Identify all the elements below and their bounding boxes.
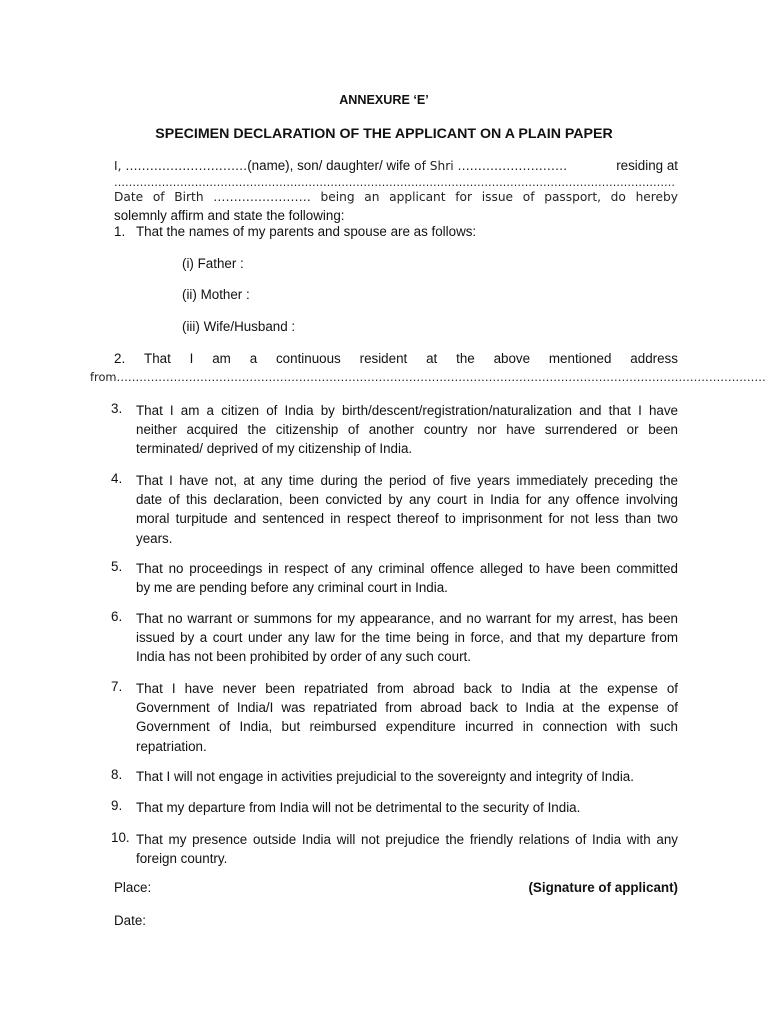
text-line: That I am a citizen of India by birth/descent/registration/naturalization and that I have [136, 403, 678, 418]
item-7-text [136, 679, 678, 756]
mother-field: (ii) Mother : [182, 287, 250, 302]
item-10-text [136, 830, 678, 868]
text-line: That my departure from India will not be detrimental to the security of India. [136, 800, 581, 815]
word: am [212, 351, 231, 366]
item-6-number: 6. [111, 609, 123, 624]
text-line: That I will not engage in activities prejudicial to the sovereignty and integrity of India. [136, 769, 634, 784]
text-line: Government of India, but reimbursed expenditure incurred in connection with such [136, 719, 678, 735]
text-line: foreign country. [136, 851, 228, 867]
text-line: That I have never been repatriated from abroad back to India at the expense of [136, 681, 678, 696]
item-8-number: 8. [111, 767, 123, 782]
item-2-line-1 [114, 351, 678, 366]
word: at [426, 351, 438, 366]
word: resident [359, 351, 408, 366]
spouse-field: (iii) Wife/Husband : [182, 319, 296, 334]
item-3-number: 3. [111, 401, 123, 416]
item-1-number: 1. [114, 224, 126, 239]
word: mentioned [548, 351, 612, 366]
word: the [456, 351, 475, 366]
name-label: (name), son/ daughter/ wife [247, 158, 411, 173]
word: That [144, 351, 171, 366]
item-2-number: 2. [114, 351, 126, 366]
item-9-text [136, 798, 678, 817]
text-line: issued by a court under any law for the time being in force, and that my departure from [136, 630, 678, 646]
item-5-text [136, 559, 678, 597]
date-label: Date: [114, 913, 147, 928]
text-line: India has not been prohibited by order of any such court. [136, 649, 471, 665]
document-title: SPECIMEN DECLARATION OF THE APPLICANT ON A PLAIN PAPER [155, 126, 613, 142]
text-line: by me are pending before any criminal court in India. [136, 580, 448, 596]
text-line: repatriation. [136, 738, 207, 754]
text-line: That my presence outside India will not prejudice the friendly relations of India with any [136, 832, 678, 847]
item-7-number: 7. [111, 679, 123, 694]
word: above [493, 351, 531, 366]
father-blank: of Shri ……………………… [410, 159, 568, 173]
intro-line-1 [114, 158, 678, 173]
affirm-line: solemnly affirm and state the following: [114, 208, 345, 223]
item-9-number: 9. [111, 798, 123, 813]
father-field: (i) Father : [182, 256, 244, 271]
residing-label: residing at [616, 158, 678, 173]
text-line: date of this declaration, been convicted by any court in India for any offence involving [136, 492, 678, 508]
item-10-number: 10. [111, 830, 130, 845]
text-line: That I have not, at any time during the period of five years immediately preceding the [136, 473, 678, 488]
word: a [249, 351, 258, 366]
place-label: Place: [114, 880, 152, 895]
text-line: That no warrant or summons for my appearance, and no warrant for my arrest, has been [136, 611, 678, 626]
text-line: moral turpitude and sentenced in respect thereof to imprisonment for not less than two [136, 511, 678, 527]
text-line: Government of India/I was repatriated from abroad back to India at the expense of [136, 700, 678, 716]
text-line: years. [136, 530, 173, 546]
item-3-text [136, 401, 678, 459]
item-8-text [136, 767, 678, 786]
word: I [189, 351, 194, 366]
item-1-text: That the names of my parents and spouse are as follows: [136, 224, 477, 239]
text-line: terminated/ deprived of my citizenship of India. [136, 441, 413, 457]
date-of-birth-line: Date of Birth …………………… being an applicant for issue of passport, do hereby [114, 190, 678, 204]
text-line: neither acquired the citizenship of another country nor have surrendered or been [136, 422, 678, 438]
word: continuous [275, 351, 341, 366]
annexure-heading: ANNEXURE ‘E’ [339, 93, 429, 107]
address-blank: ……………………………………………………………………………………………………………………………………… [114, 176, 675, 189]
text-line: That no proceedings in respect of any criminal offence alleged to have been committed [136, 561, 678, 576]
from-blank: from……………………………………………………………………………………………………………………………………………………… [90, 370, 766, 384]
name-blank: I, ………………………… [114, 159, 248, 173]
item-5-number: 5. [111, 559, 123, 574]
item-4-number: 4. [111, 471, 123, 486]
item-6-text [136, 609, 678, 667]
item-4-text [136, 471, 678, 548]
word: address [630, 351, 678, 366]
signature-label: (Signature of applicant) [528, 880, 678, 895]
